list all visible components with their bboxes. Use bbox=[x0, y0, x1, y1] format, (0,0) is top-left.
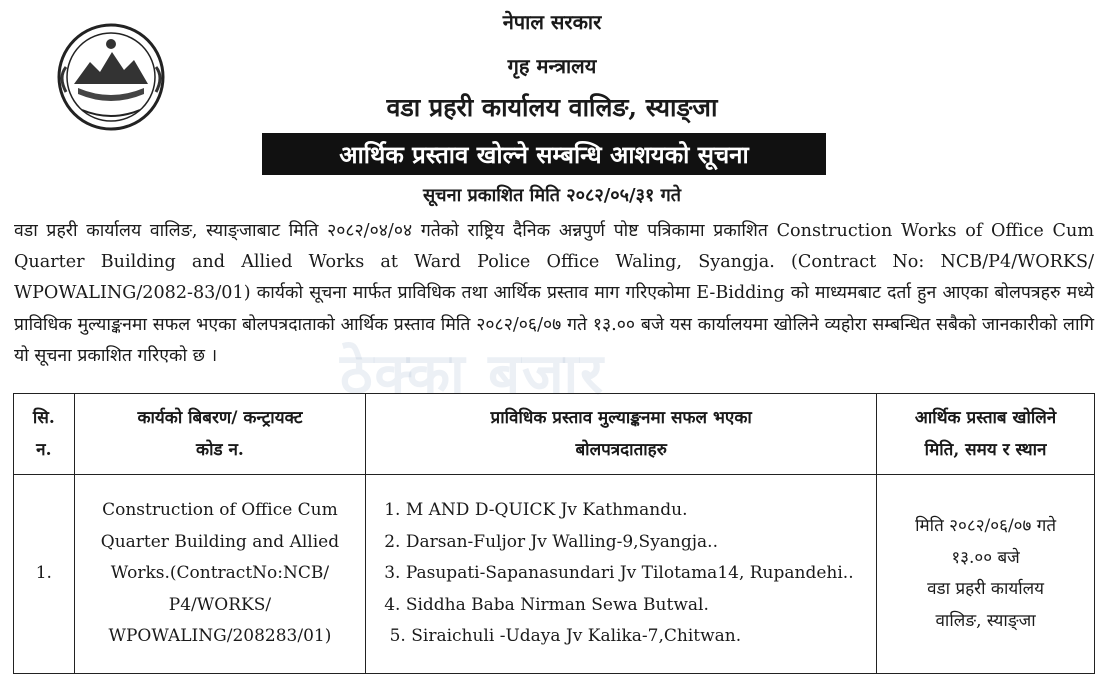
government-name: नेपाल सरकार bbox=[502, 10, 602, 34]
bidder-list bbox=[384, 495, 866, 653]
table-header-row bbox=[14, 394, 1095, 475]
notice-title-banner: आर्थिक प्रस्ताव खोल्ने सम्बन्धि आशयको सूचना bbox=[262, 133, 826, 175]
table-row bbox=[14, 475, 1095, 674]
header-bidders: प्राविधिक प्रस्ताव मुल्याङ्कनमा सफल भएका बोलपत्रदाताहरु bbox=[366, 394, 877, 475]
bidders-table bbox=[13, 393, 1095, 674]
list-item: 5. Siraichuli -Udaya Jv Kalika-7,Chitwan. bbox=[384, 626, 742, 647]
header-sn: सि. न. bbox=[14, 394, 75, 475]
published-date: सूचना प्रकाशित मिति २०८२/०५/३१ गते bbox=[423, 185, 681, 206]
office-name: वडा प्रहरी कार्यालय वालिङ, स्याङ्जा bbox=[386, 93, 718, 122]
ministry-name: गृह मन्त्रालय bbox=[507, 54, 597, 78]
notice-body: वडा प्रहरी कार्यालय वालिङ, स्याङ्जाबाट मिति २०८२/०४/०४ गतेको राष्ट्रिय दैनिक अन्नपुर्ण पोष्ट पत्रिकामा प्रकाशित Construction Works of Office Cum Quarter Building and Allied Works at Ward Police Office Waling, Syangja. (Contract No: NCB/P4/WORKS/ WPOWALING/2082-83/01) कार्यको सूचना मार्फत प्राविधिक तथा आर्थिक प्रस्ताव माग गरिएकोमा E-Bidding को माध्यमबाट दर्ता हुन आएका बोलपत्रहरु मध्ये प्राविधिक मुल्याङ्कनमा सफल भएका बोलपत्रदाताको आर्थिक प्रस्ताव मिति २०८२/०६/०७ गते १३.०० बजे यस कार्यालयमा खोलिने व्यहोरा सम्बन्धित सबैको जानकारीको लागि यो सूचना प्रकाशित गरिएको छ । bbox=[14, 221, 1095, 366]
cell-bidders bbox=[366, 475, 877, 674]
list-item: 1. M AND D-QUICK Jv Kathmandu. bbox=[384, 500, 688, 521]
watermark: ठेक्का बजार bbox=[340, 342, 606, 407]
cell-opening: मिति २०८२/०६/०७ गते १३.०० बजे वडा प्रहरी कार्यालय वालिङ, स्याङ्जा bbox=[877, 475, 1095, 674]
list-item: 3. Pasupati-Sapanasundari Jv Tilotama14, Rupandehi.. bbox=[384, 563, 854, 584]
header-opening: आर्थिक प्रस्ताब खोलिने मिति, समय र स्थान bbox=[877, 394, 1095, 475]
header-work: कार्यको बिबरण/ कन्ट्रायक्ट कोड न. bbox=[74, 394, 366, 475]
list-item: 2. Darsan-Fuljor Jv Walling-9,Syangja.. bbox=[384, 531, 718, 552]
cell-sn: 1. bbox=[14, 475, 75, 674]
list-item: 4. Siddha Baba Nirman Sewa Butwal. bbox=[384, 594, 709, 615]
cell-work: Construction of Office Cum Quarter Building and Allied Works.(ContractNo:NCB/ P4/WORKS/ WPOWALING/208283/01) bbox=[74, 475, 366, 674]
